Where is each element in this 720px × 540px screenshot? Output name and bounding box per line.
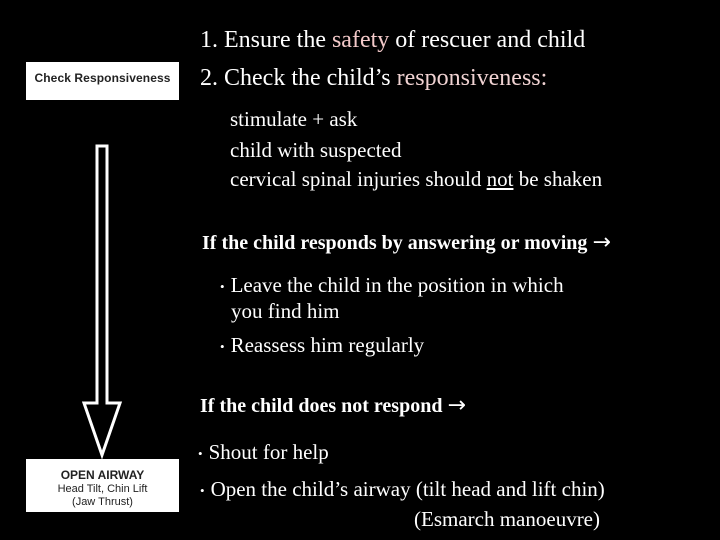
no-response-bullet-2	[200, 477, 605, 502]
open-airway-line2: Head Tilt, Chin Lift	[57, 483, 148, 495]
check-responsiveness-label: Check Responsiveness	[34, 71, 171, 85]
no-response-condition	[200, 393, 466, 418]
responds-condition-text: If the child responds by answering or moving	[202, 232, 588, 254]
responds-bullet-1-text: Leave the child in the position in which	[230, 273, 564, 297]
sub-line-2: child with suspected	[230, 138, 402, 162]
step-2-prefix: 2. Check the child’s	[200, 65, 397, 91]
no-response-bullet-2-text: Open the child’s airway (tilt head and lift chin)	[210, 477, 605, 501]
step-1-suffix: of rescuer and child	[389, 27, 586, 53]
step-1	[200, 27, 585, 54]
bullet-icon: •	[198, 446, 203, 462]
bullet-icon: •	[200, 483, 205, 499]
responds-condition	[202, 230, 611, 255]
sub-line-3-suffix: be shaken	[513, 167, 603, 191]
sub-line-1: stimulate + ask	[230, 107, 358, 131]
step-2	[200, 65, 547, 92]
responds-bullet-1	[220, 273, 564, 298]
responds-bullet-1-cont: you find him	[231, 299, 340, 323]
sub-line-3-underlined: not	[486, 167, 514, 191]
no-response-bullet-1-text: Shout for help	[208, 440, 329, 464]
step-2-highlight: responsiveness:	[396, 65, 548, 91]
responds-bullet-2	[220, 333, 424, 358]
step-1-prefix: 1. Ensure the	[200, 27, 332, 53]
right-arrow-icon: →	[447, 393, 466, 418]
open-airway-line3: (Jaw Thrust)	[72, 496, 133, 508]
open-airway-box	[26, 459, 179, 512]
no-response-bullet-2-cont: (Esmarch manoeuvre)	[414, 507, 600, 531]
right-arrow-icon: →	[592, 230, 611, 255]
down-arrow-icon	[84, 146, 120, 455]
responds-bullet-2-text: Reassess him regularly	[230, 333, 425, 357]
bullet-icon: •	[220, 339, 225, 355]
no-response-condition-text: If the child does not respond	[200, 395, 443, 417]
sub-line-3	[230, 167, 602, 192]
bullet-icon: •	[220, 279, 225, 295]
open-airway-title: OPEN AIRWAY	[60, 468, 145, 482]
sub-line-3-prefix: cervical spinal injuries should	[230, 167, 487, 191]
no-response-bullet-1	[198, 440, 329, 465]
step-1-highlight: safety	[331, 27, 390, 53]
